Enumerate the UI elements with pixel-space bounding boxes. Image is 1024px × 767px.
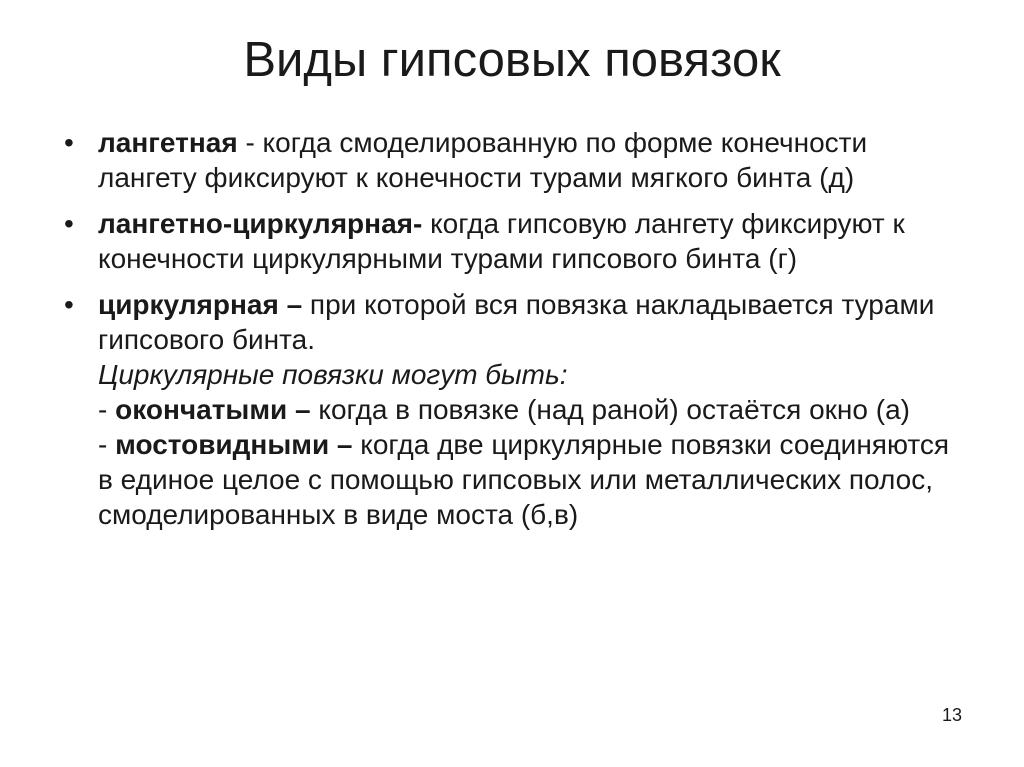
bullet-marker: • [64, 289, 74, 320]
term-tsirkulyarnaya: циркулярная – [98, 289, 303, 320]
term-langetnaya: лангетная [98, 127, 238, 158]
definition-okonchatye: когда в повязке (над раной) остаётся окно (а) [310, 394, 910, 425]
term-okonchatye: окончатыми – [115, 394, 311, 425]
definition-langetnaya: - когда смоделированную по форме конечности лангету фиксируют к конечности турами мягкого бинта (д) [98, 127, 868, 193]
bullet-item-tsirkulyarnaya [64, 287, 964, 532]
definition-langetno-tsirkulyarnaya: когда гипсовую лангету фиксируют к конечности циркулярными турами гипсового бинта (г) [98, 208, 905, 274]
term-langetno-tsirkulyarnaya: лангетно-циркулярная- [98, 208, 423, 239]
subitem-mostovidnye [98, 427, 964, 532]
bullet-item-langetnaya [64, 125, 964, 195]
bullet-item-langetno-tsirkulyarnaya [64, 206, 964, 276]
subitem-dash: - [98, 429, 116, 460]
term-mostovidnye: мостовидными – [115, 429, 353, 460]
definition-mostovidnye: когда две циркулярные повязки соединяются в единое целое с помощью гипсовых или металлических полос, смоделированных в виде моста (б,в) [98, 429, 950, 530]
subitem-okonchatye [98, 392, 964, 427]
subtitle-types: Циркулярные повязки могут быть: [98, 359, 568, 390]
subitem-dash: - [98, 394, 116, 425]
slide-title: Виды гипсовых повязок [243, 33, 781, 87]
bullet-list [64, 125, 964, 543]
page-number: 13 [941, 705, 962, 725]
bullet-marker: • [64, 127, 74, 158]
definition-tsirkulyarnaya: при которой вся повязка накладывается турами гипсового бинта. [98, 289, 935, 355]
bullet-marker: • [64, 208, 74, 239]
